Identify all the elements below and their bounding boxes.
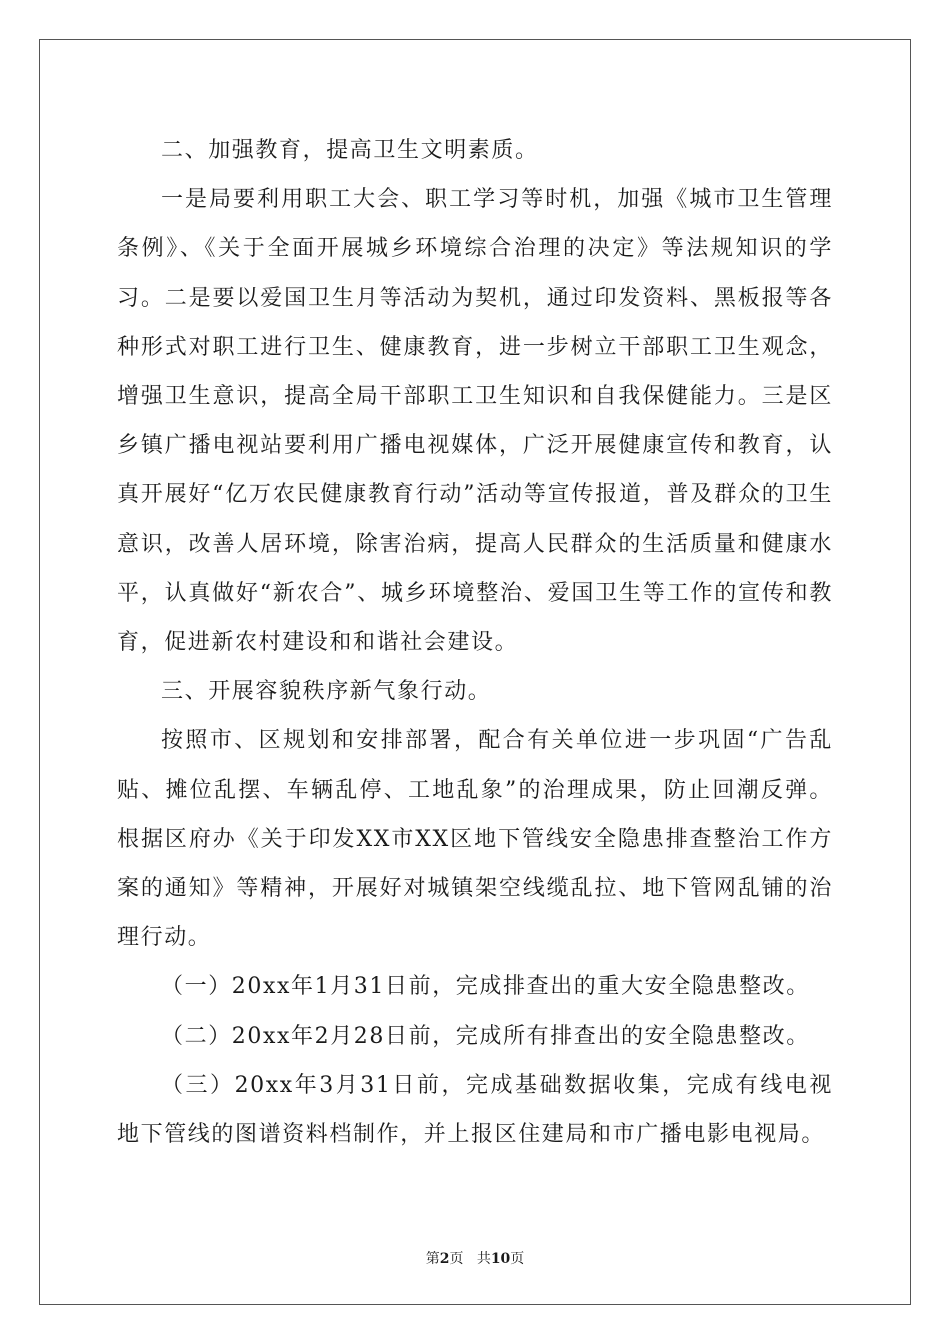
document-body [117, 126, 833, 1159]
body-paragraph: 按照市、区规划和安排部署，配合有关单位进一步巩固“广告乱贴、摊位乱摆、车辆乱停、工地乱象”的治理成果，防止回潮反弹。根据区府办《关于印发XX市XX区地下管线安全隐患排查整治工作方案的通知》等精神，开展好对城镇架空线缆乱拉、地下管网乱铺的治理行动。 [117, 728, 833, 951]
list-item-1: （一）20xx年1月31日前，完成排查出的重大安全隐患整改。 [161, 974, 810, 1000]
section-heading-2: 二、加强教育，提高卫生文明素质。 [161, 138, 539, 163]
page-prefix: 第 [425, 1251, 440, 1267]
total-suffix: 页 [510, 1251, 525, 1267]
body-paragraph: 一是局要利用职工大会、职工学习等时机，加强《城市卫生管理条例》、《关于全面开展城乡环境综合治理的决定》等法规知识的学习。二是要以爱国卫生月等活动为契机，通过印发资料、黑板报等各种形式对职工进行卫生、健康教育，进一步树立干部职工卫生观念，增强卫生意识，提高全局干部职工卫生知识和自我保健能力。三是区乡镇广播电视站要利用广播电视媒体，广泛开展健康宣传和教育，认真开展好“亿万农民健康教育行动”活动等宣传报道，普及群众的卫生意识，改善人居环境，除害治病，提高人民群众的生活质量和健康水平，认真做好“新农合”、城乡环境整治、爱国卫生等工作的宣传和教育，促进新农村建设和和谐社会建设。 [117, 187, 833, 656]
list-item-2: （二）20xx年2月28日前，完成所有排查出的安全隐患整改。 [161, 1023, 810, 1049]
section-heading-3: 三、开展容貌秩序新气象行动。 [161, 679, 492, 705]
page-footer [0, 1248, 950, 1268]
total-prefix: 共 [476, 1251, 491, 1267]
page-number: 2 [439, 1251, 450, 1267]
page-suffix: 页 [449, 1251, 464, 1267]
total-pages: 10 [490, 1251, 511, 1267]
list-item-3: （三）20xx年3月31日前，完成基础数据收集，完成有线电视地下管线的图谱资料档制作，并上报区住建局和市广播电影电视局。 [117, 1072, 833, 1148]
